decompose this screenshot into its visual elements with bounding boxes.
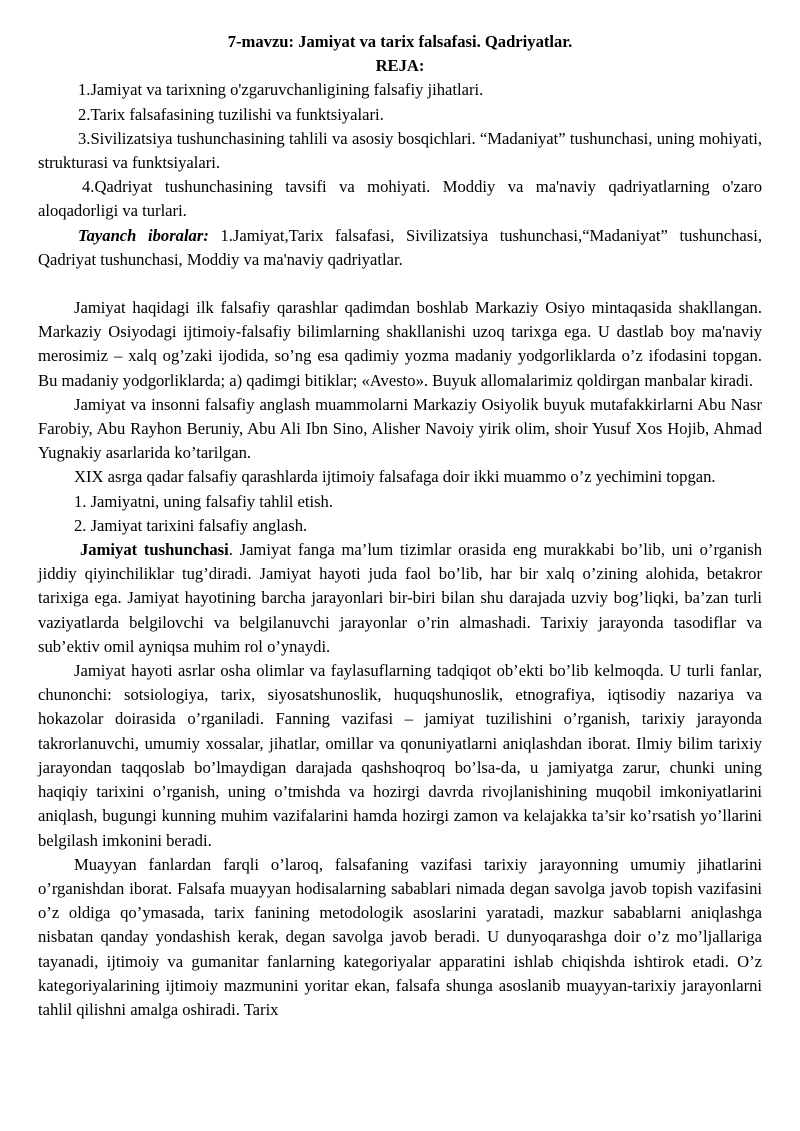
body-paragraph-3: XIX asrga qadar falsafiy qarashlarda ijtimoiy falsafaga doir ikki muammo o’z yechimini topgan. (74, 467, 716, 487)
keywords-text: 1.Jamiyat,Tarix falsafasi, Sivilizatsiya tushunchasi,“Madaniyat” tushunchasi, Qadriyat tushunchasi, Moddiy va ma'naviy qadriyatlar. (38, 225, 762, 269)
body-paragraph-6: Muayyan fanlardan farqli o’laroq, falsafaning vazifasi tarixiy jarayonning umumiy jihatlarini o’rganishdan iborat. Falsafa muayyan hodisalarning sabablari nimada degan savolga javob topish vazifasini o’z oldiga qo’ymasada, tarix fanining metodologik asoslarini yaratadi, mazkur sabablarni aniqlashga nisbatan qanday yondashish kerak, degan savolga javob beradi. U dunyoqarashga doir o’z mo’ljallariga tayanadi, ijtimoiy va gumanitar fanlarning kategoriyalar apparatini ishlab chiqishda ishtirok etadi. O’z kategoriyalarining ijtimoiy mazmunini yoritar ekan, falsafa shunga asoslanib muayyan-tarixiy jarayonlarni tahlil qilishni amalga oshiradi. Tarix (38, 854, 762, 1019)
term-label: Jamiyat tushunchasi (80, 540, 229, 560)
body-paragraph-1: Jamiyat haqidagi ilk falsafiy qarashlar qadimdan boshlab Markaziy Osiyo mintaqasida shakllangan. Markaziy Osiyodagi ijtimoiy-falsafiy bilimlarning shakllanishi uzoq tarixga ega. U dastlab boy ma'naviy merosimiz – xalq og’zaki ijodida, so’ng esa qadimiy yozma madaniy yodgorliklarda o’z ifodasini topgan. Bu madaniy yodgorliklarda; a) qadimgi bitiklar; «Avesto». Buyuk allomalarimiz qoldirgan manbalar kiradi. (38, 298, 762, 390)
body-paragraph-4 (38, 538, 762, 659)
keywords-paragraph (38, 224, 762, 272)
plan-item-3: 3.Sivilizatsiya tushunchasining tahlili va asosiy bosqichlari. “Madaniyat” tushunchasi, uning mohiyati, strukturasi va funktsiyalari. (38, 128, 762, 173)
plan-item-4: 4.Qadriyat tushunchasining tavsifi va mohiyati. Moddiy va ma'naviy qadriyatlarning o'zaro aloqadorligi va turlari. (38, 177, 762, 221)
keywords-label: Tayanch iboralar: (78, 225, 209, 245)
plan-heading: REJA: (375, 56, 425, 76)
plan-item-2: 2.Tarix falsafasining tuzilishi va funktsiyalari. (78, 104, 384, 124)
term-text: . Jamiyat fanga ma’lum tizimlar orasida eng murakkabi bo’lib, uni o’rganish jiddiy qiyinchiliklar tug’diradi. Jamiyat hayoti juda faol bo’lib, har bir xalq o’zining alohida, betakror tarixiga ega. Jamiyat hayotining barcha jarayonlari bir-biri bilan shu darajada uzviy bog’liqki, ba’zan turli vaziyatlarda belgilovchi va belgilanuvchi jarayonlar o’rin almashadi. Tarixiy jarayonda tasodiflar va sub’ektiv omil ayniqsa muhim rol o’ynaydi. (38, 540, 762, 656)
body-paragraph-2: Jamiyat va insonni falsafiy anglash muammolarni Markaziy Osiyolik buyuk mutafakkirlarni Abu Nasr Farobiy, Abu Rayhon Beruniy, Abu Ali Ibn Sino, Alisher Navoiy yirik olim, shoir Yusuf Xos Hojib, Ahmad Yugnakiy asarlarida ko’tarilgan. (38, 394, 762, 463)
paragraph-gap (38, 272, 762, 296)
document-title: 7-mavzu: Jamiyat va tarix falsafasi. Qadriyatlar. (227, 32, 573, 51)
body-paragraph-5: Jamiyat hayoti asrlar osha olimlar va faylasuflarning tadqiqot ob’ekti bo’lib kelmoqda. U turli fanlar, chunonchi: sotsiologiya, tarix, siyosatshunoslik, huquqshunoslik, etnografiya, iqtisodiy nazariya va hokazolar doirasida o’rganiladi. Fanning vazifasi – jamiyat tuzilishini o’rganish, tarixiy jarayonda takrorlanuvchi, umumiy xossalar, jihatlar, omillar va qonuniyatlarni aniqlashdan iborat. Ilmiy bilim tarixiy jarayondan taqqoslab bo’lmaydigan darajada qashshoqroq bo’lsa-da, u jamiyatga zarur, chunki uning haqiqiy tarixini o’rganish, uning o’tmishda va hozirgi davrda rivojlanishining muqobil imkoniyatlarini aniqlash, bugungi kunning muhim vazifalarini hamda hozirgi zamon va kelajakka ta’sir ko’rsatish yo’llarini belgilash imkonini beradi. (38, 661, 762, 850)
plan-item-1: 1.Jamiyat va tarixning o'zgaruvchanligining falsafiy jihatlari. (78, 80, 484, 100)
list-item-2: 2. Jamiyat tarixini falsafiy anglash. (74, 515, 308, 535)
list-item-1: 1. Jamiyatni, uning falsafiy tahlil etish. (74, 491, 334, 511)
